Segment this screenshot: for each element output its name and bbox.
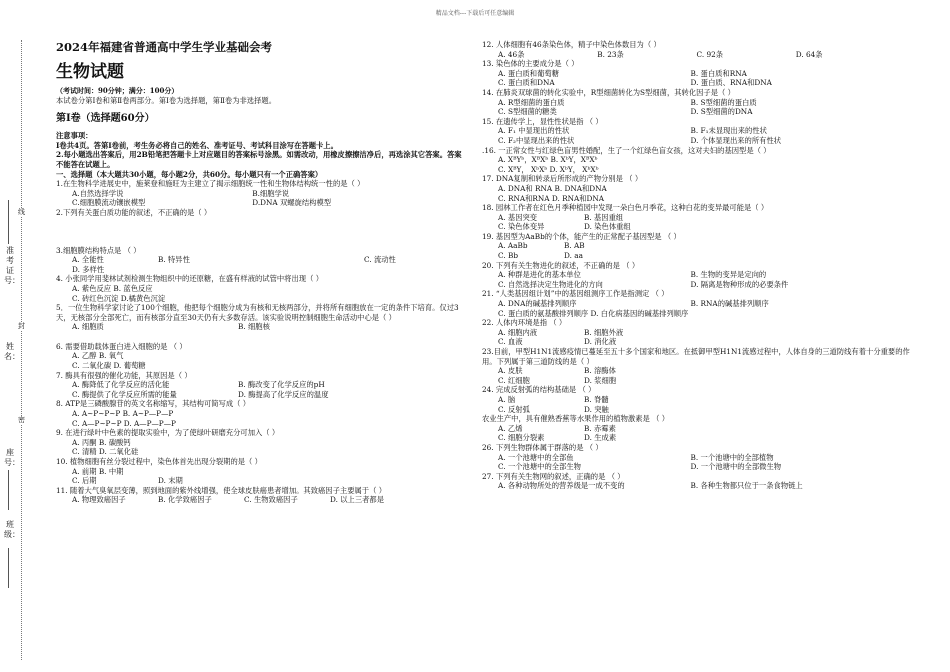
- binding-mark-mi: 密: [18, 416, 25, 424]
- option: A. 蛋白质和葡萄糖: [498, 68, 559, 78]
- option: D. 以上三者都是: [330, 495, 385, 505]
- question-26-options: [482, 453, 922, 472]
- option: B. 23条: [597, 49, 624, 59]
- option: A. R型细菌的蛋白质: [498, 97, 565, 107]
- option: C. 血液: [498, 337, 523, 347]
- option: D. 个体显现出来的所有性状: [690, 135, 782, 145]
- option: C. RNA和RNA D. RNA和DNA: [498, 193, 605, 203]
- binding-margin: [0, 40, 40, 660]
- question-25: 农业生产中，具有催熟香蕉等水果作用的植物激素是 （ ）: [482, 414, 670, 424]
- binding-mark-xian: 线: [18, 208, 25, 216]
- question-9-options: [56, 438, 468, 457]
- option: B. 生物的变异是定向的: [690, 270, 767, 280]
- question-11: 11. 随着大气臭氧层变薄，照到地面的紫外线增强，使全球皮肤癌患者增加。其致癌因子主要属于（ ）: [56, 485, 387, 495]
- question-22: 22. 人体内环境是指 （ ）: [482, 318, 567, 328]
- option: A. 细胞质: [72, 322, 104, 332]
- question-25-options: [482, 424, 922, 443]
- option: D. 浆细胞: [584, 375, 617, 385]
- question-8-options: [56, 409, 468, 428]
- left-column: [56, 40, 468, 505]
- option: A. AaBb: [498, 241, 528, 251]
- option: D. 突触: [584, 404, 609, 414]
- option: C. 一个池塘中的全部生物: [498, 462, 581, 472]
- question-7-options: [56, 380, 468, 399]
- question-6: 6. 需要借助载体蛋白进入细胞的是 （ ）: [56, 341, 187, 351]
- option: A. 物理致癌因子: [72, 495, 126, 505]
- binding-dotted-line: [21, 40, 22, 660]
- option: C. 二氧化碳 D. 葡萄糖: [72, 361, 146, 371]
- option: D.DNA 双螺旋结构模型: [252, 198, 332, 208]
- option: D. 多样性: [72, 264, 105, 274]
- question-23: 23.目前，甲型H1N1流感疫情已蔓延至五十多个国家和地区。在抵御甲型H1N1流感过程中，人体自身的三道防线有着十分重要的作用。下列属于第三道防线的是（ ）: [482, 347, 910, 366]
- option: A. 脑: [498, 394, 516, 404]
- question-10: 10. 植物细胞有丝分裂过程中，染色体首先出现分裂期的是（ ）: [56, 457, 262, 466]
- option: D. 消化液: [584, 337, 617, 347]
- option: A. 细胞内液: [498, 327, 538, 337]
- option: C. 清精 D. 二氧化硅: [72, 447, 139, 457]
- option: A. F₁ 中显现出的性状: [498, 126, 570, 136]
- question-4-options: [56, 284, 468, 303]
- option: A. 乙烯: [498, 423, 523, 433]
- option: C. 红细胞: [498, 375, 530, 385]
- question-13-options: [482, 69, 922, 88]
- option: D. 隔离是物种形成的必要条件: [690, 279, 789, 289]
- option: C. 反射弧: [498, 404, 530, 414]
- option: C. 酶提供了化学反应所需的能量: [72, 389, 177, 399]
- option: D. 酶提高了化学反应的温度: [238, 389, 329, 399]
- question-15: 15. 在遗传学上，显性性状是指 （ ）: [482, 116, 603, 126]
- option: D. 生成素: [584, 433, 617, 443]
- option: D. aa: [564, 251, 583, 261]
- seat-label: 座号：: [4, 448, 20, 467]
- option: B. S型细菌的蛋白质: [690, 97, 757, 107]
- option: A. 基因突变: [498, 212, 538, 222]
- question-13: 13. 染色体的主要成分是（ ）: [482, 59, 579, 69]
- option: C. XᴮY， XᵇXᵇ D. XᵇY， XᵇXᵇ: [498, 164, 599, 174]
- question-6-options: [56, 351, 468, 370]
- exam-title: 2024年福建省普通高中学生学业基础会考: [56, 40, 273, 54]
- option: A. XᴮYᵇ，XᴮXᵇ B. XᵇY，XᴮXᵇ: [498, 155, 598, 165]
- option: C. Bb: [498, 251, 518, 261]
- option: A. 酶降低了化学反应的活化能: [72, 380, 170, 390]
- option: D. 染色体重组: [584, 222, 631, 232]
- question-16: .16. 一正常女性与红绿色盲男性婚配，生了一个红绿色盲女孩，这对夫妇的基因型是（ ）: [482, 145, 771, 155]
- option: D. 64条: [795, 49, 823, 59]
- question-5: 5．一位生物科学家讨论了100个细胞，他把每个细胞分成为有核和无核两部分，并将所有细胞放在一定的条件下培育。仅过3天，无核部分全部死亡，而有核部分直至30天仍有大多数存活。该实验说明控制细胞生命活动中心是（ ）: [56, 303, 459, 322]
- question-17-options: [482, 184, 922, 203]
- option: C. 砖红色沉淀 D.橘黄色沉淀: [72, 293, 166, 303]
- subject-title: 生物试题: [56, 62, 124, 82]
- part-heading: 一、选择题（本大题共30小题，每小题2分，共60分。每小题只有一个正确答案）: [56, 169, 323, 179]
- question-15-options: [482, 126, 922, 145]
- option: B. 溶酶体: [584, 366, 616, 376]
- question-14-options: [482, 98, 922, 117]
- option: C. 自然选择决定生物进化的方向: [498, 279, 603, 289]
- question-24-options: [482, 395, 922, 414]
- option: B. 脊髓: [584, 394, 609, 404]
- option: B. 蛋白质和RNA: [690, 68, 747, 78]
- option: D. 蛋白质、RNA和DNA: [690, 78, 772, 88]
- option: A.自然选择学说: [72, 188, 124, 198]
- option: A. 前期 B. 中期: [72, 466, 124, 476]
- question-19-options: [482, 241, 922, 260]
- class-line: [8, 548, 9, 588]
- option: B. 各种生物都只位于一条食物链上: [690, 481, 803, 491]
- option: A. 乙醇 B. 氧气: [72, 351, 124, 361]
- option: C. F₂中显现出来的性状: [498, 135, 575, 145]
- option: A. 全能性: [72, 255, 104, 265]
- question-12-options: [482, 50, 922, 60]
- question-26: 26. 下列生物群体属于群落的是 （ ）: [482, 442, 603, 452]
- class-label: 班级：: [4, 520, 20, 539]
- question-23-options: [482, 366, 922, 385]
- intro: 本试卷分第Ⅰ卷和第Ⅱ卷两部分。第Ⅰ卷为选择题，第Ⅱ卷为非选择题。: [56, 95, 276, 105]
- option: B. F₁未显现出来的性状: [690, 126, 767, 136]
- option: A. 种群是进化的基本单位: [498, 270, 581, 280]
- exam-number-label: 准考证号：: [4, 246, 20, 285]
- option: B. 细胞核: [238, 322, 270, 332]
- question-17: 17. DNA复制和转录后所形成的产物分别是 （ ）: [482, 174, 643, 184]
- question-12: 12. 人体细胞有46条染色体，精子中染色体数目为（ ）: [482, 40, 661, 49]
- question-21-options: [482, 299, 922, 318]
- option: C. 蛋白质和DNA: [498, 78, 555, 88]
- option: C. 染色体变异: [498, 222, 545, 232]
- option: B. 基因重组: [584, 212, 624, 222]
- question-27-options: [482, 481, 922, 491]
- option: C. 流动性: [364, 255, 396, 265]
- section-title: 第Ⅰ卷（选择题60分）: [56, 113, 155, 125]
- question-5-options: [56, 322, 468, 332]
- option: D. 末期: [158, 476, 183, 486]
- option: C. 生物致癌因子: [244, 495, 298, 505]
- question-14: 14. 在肺炎双球菌的转化实验中，R型细菌转化为S型细菌，其转化因子是（ ）: [482, 87, 735, 97]
- question-3-options: [56, 255, 468, 274]
- option: B. 特异性: [158, 255, 190, 265]
- question-7: 7. 酶具有很强的催化功能，其原因是（ ）: [56, 370, 192, 380]
- option: D. S型细菌的DNA: [690, 107, 753, 117]
- exam-number-line: [8, 200, 9, 244]
- option: B. 化学致癌因子: [158, 495, 212, 505]
- binding-mark-feng: 封: [18, 322, 25, 330]
- exam-meta: （考试时间：90分钟；满分：100分）: [56, 86, 179, 95]
- option: B. 一个池塘中的全部植物: [690, 452, 774, 462]
- option: A. DNA的碱基排列顺序: [498, 299, 577, 309]
- option: B. 酶改变了化学反应的pH: [238, 380, 325, 390]
- option: A. 46条: [498, 49, 525, 59]
- question-8: 8. ATP是三磷酸腺苷的英文名称缩写，其结构可简写成（ ）: [56, 399, 251, 409]
- question-10-options: [56, 467, 468, 486]
- question-27: 27. 下列有关生物网的叙述，正确的是 （ ）: [482, 471, 625, 481]
- question-18: 18. 园林工作者在红色月季种植园中发现一朵白色月季花，这种白花的变异最可能是（ ）: [482, 203, 769, 213]
- question-20: 20. 下列有关生物进化的叙述，不正确的是 （ ）: [482, 260, 640, 270]
- option: B. 细胞外液: [584, 327, 624, 337]
- notice-1: Ⅰ卷共4页。答第Ⅰ卷前，考生务必将自己的姓名、准考证号、考试科目涂写在答题卡上。: [56, 140, 338, 150]
- header-note: 精品文档---下载后可任意编辑: [435, 10, 515, 17]
- option: C. A—P~P~P D. A—P—P—P: [72, 418, 176, 428]
- option: A. 丙酮 B. 碳酸钙: [72, 437, 131, 447]
- option: B. AB: [564, 241, 585, 251]
- question-1-options: [56, 189, 468, 208]
- option: B. RNA的碱基排列顺序: [690, 299, 769, 309]
- question-22-options: [482, 328, 922, 347]
- question-20-options: [482, 270, 922, 289]
- question-1: 1.在生物科学进展史中，施莱登和施旺为主建立了揭示细胞统一性和生物体结构统一性的是（ ）: [56, 179, 365, 189]
- question-21: 21. “人类基因组计划”中的基因组测序工作是指测定 （ ）: [482, 289, 669, 299]
- option: B.细胞学说: [252, 188, 290, 198]
- option: C.细胞膜流动镶嵌模型: [72, 198, 146, 208]
- question-19: 19. 基因型为AaBb的个体，能产生的正常配子基因型是 （ ）: [482, 231, 681, 241]
- question-3: 3.细胞膜结构特点是 （ ）: [56, 245, 141, 255]
- option: A. 一个池塘中的全部鱼: [498, 452, 574, 462]
- seat-line: [8, 470, 9, 510]
- right-column: [482, 40, 922, 491]
- question-24: 24. 完成反射弧的结构基础是 （ ）: [482, 385, 596, 395]
- question-18-options: [482, 213, 922, 232]
- option: C. 92条: [696, 49, 724, 59]
- option: A. 各种动物所处的营养级是一成不变的: [498, 481, 625, 491]
- option: A. DNA和 RNA B. DNA和DNA: [498, 183, 607, 193]
- question-4: 4. 小张同学用斐林试剂检测生物组织中的还原糖，在盛有样液的试管中将出现（ ）: [56, 274, 323, 284]
- option: D. 一个池塘中的全部微生物: [690, 462, 782, 472]
- option: C. S型细菌的糖类: [498, 107, 557, 117]
- option: A. 皮肤: [498, 366, 523, 376]
- question-11-options: [56, 495, 468, 505]
- option: C. 后期: [72, 476, 97, 486]
- option: C. 蛋白质的氨基酸排列顺序 D. 白化病基因的碱基排列顺序: [498, 308, 689, 318]
- question-16-options: [482, 155, 922, 174]
- question-9: 9. 在进行绿叶中色素的提取实验中，为了使绿叶研磨充分可加入（ ）: [56, 428, 280, 438]
- question-2: 2.下列有关蛋白质功能的叙述，不正确的是（ ）: [56, 207, 212, 217]
- option: C. 细胞分裂素: [498, 433, 545, 443]
- option: A. 紫色反应 B. 蓝色反应: [72, 283, 153, 293]
- notice-title: 注意事项：: [56, 131, 93, 141]
- notice-2: 2.每小题选出答案后，用2B铅笔把答题卡上对应题目的答案标号涂黑。如需改动，用橡皮擦擦洁净后，再选涂其它答案。答案不能答在试题上。: [56, 150, 462, 169]
- name-label: 姓名：: [4, 342, 20, 361]
- option: B. 赤霉素: [584, 423, 616, 433]
- option: A. A~P~P~P B. A~P—P—P: [72, 409, 174, 419]
